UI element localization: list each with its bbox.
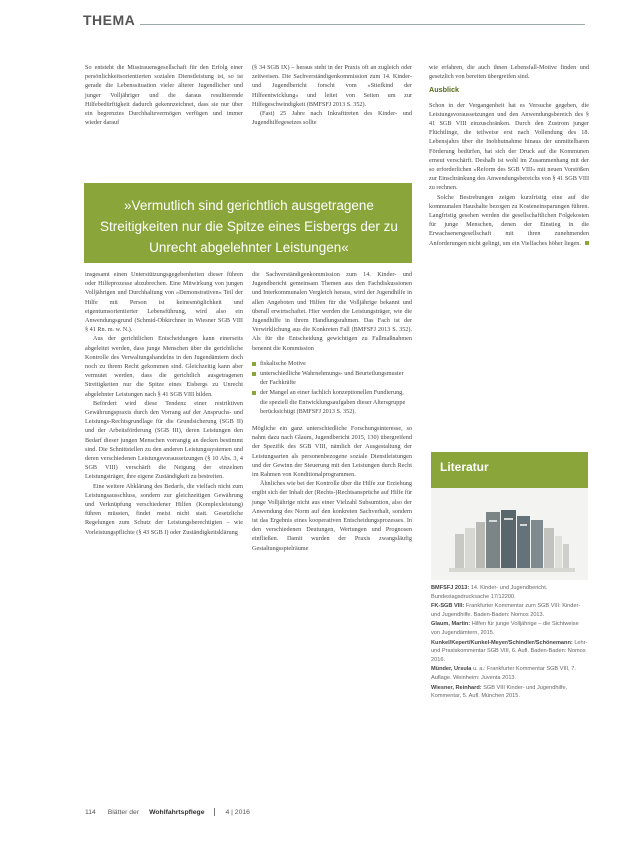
reference-item <box>431 684 588 701</box>
reference-text: SGB VIII Kinder- und Jugendhilfe, Kommentar, 5. Aufl. München 2015. <box>431 684 568 700</box>
paragraph: wie erfahren, die auch ihnen Lebensfall-Motive finden und gesetzlich von bereiten übergreifen sind. <box>429 64 589 81</box>
column-2 <box>252 270 412 553</box>
reference-author: BMFSFJ 2013: <box>431 585 470 591</box>
bullet-item: unterschiedliche Wahrnehmungs- und Beurteilungsmuster der Fachkräfte <box>252 369 412 387</box>
reference-item <box>431 602 588 619</box>
paragraph: Befördert wird diese Tendenz einer restriktiven Gewährungspraxis durch den Vorrang auf der Anspruchs- und Leistungs-Rechtsgrundlage für die Grundsicherung (SGB II) und der Arbeitsförderung (SGB III), deren Leistungen den Bedarf dieser jungen Menschen vorrangig an decken bestimmt sind. Die Schnittstellen zu den anderen Leistungssystemen und deren verschiedenen Leistungsvoraussetzungen (§ 10 Abs. 3, 4 SGB VIII) verschärft die Neigung der einzelnen Leistungsträger, ihre eigene Zuständigkeit zu bestreiten. <box>85 399 243 481</box>
paragraph: Eine weitere Abklärung des Bedarfs, die vielfach nicht zum Leistungsausschluss, sondern zur gleichzeitigen Gewährung und Verknüpfung verschiedener Hilfen (Komplexleistung) führen müssten, findet meist nicht statt. Gesetzliche Regelungen zum Schutz der Leistungsberechtigten – wie Vorleistungspflichte (§ 43 SGB I) oder Zuständigkeitsklärung <box>85 482 243 536</box>
bullet-item: fiskalische Motive <box>252 359 412 368</box>
paragraph: (§ 34 SGB IX) – heraus steht in der Praxis oft an zugleich oder zeitweisen. Die Sachverständigenkommission zum 14. Kinder- und Jugendbericht forscht vom »Stiefkind der Hilfeentwicklung« und leitet von Seiten um zur Hilfegeschwindigkeit (BMFSFJ 2013 S. 352). <box>252 64 412 108</box>
reference-author: Wiesner, Reinhard: <box>431 684 482 691</box>
header-rule <box>140 24 585 25</box>
paragraph: die Sachverständigenkommission zum 14. Kinder- und Jugendbericht gemeinsam Themen aus den Fachdiskussionen und Interkommunalen Vergleich heraus, wird der Jugendhilfe in allen Angeboten und Hilfen für die Volljährige bekannt und überall erwirtschaftet. Hier werden die Leistungsträger, wie die Jugendhilfe in ihrem Handlungsrahmen. Das Fach ist der Verwirklichung aus die Konkreten Fall (BMFSFJ 2013 S. 352). Als für die Entscheidung gewichtigen zu Fallmaßnahmen benennt die Kommission <box>252 271 412 352</box>
literature-header-box <box>431 452 588 488</box>
books-illustration <box>431 488 588 580</box>
books-photo <box>431 488 588 580</box>
reference-text: 14. Kinder- und Jugendbericht. Bundestagsdrucksache 17/12200. <box>431 585 548 600</box>
reference-author: Kunkel/Kepert/Kunkel-Meyer/Schindler/Schönemann: <box>431 639 573 646</box>
column-2-top <box>252 63 412 127</box>
reference-item <box>431 665 588 682</box>
reference-item <box>431 620 588 637</box>
bullet-list <box>252 359 412 416</box>
issue-number: 4 | 2016 <box>225 808 250 816</box>
journal-prefix: Blätter der <box>107 808 140 816</box>
paragraph <box>429 193 589 248</box>
footer-divider <box>214 808 215 816</box>
pull-quote-box <box>84 183 412 263</box>
reference-author: FK-SGB VIII: <box>431 603 465 610</box>
reference-author: Glaum, Martin: <box>431 621 471 628</box>
literature-references <box>431 584 588 702</box>
end-mark-icon <box>585 241 589 245</box>
subheading-ausblick: Ausblick <box>429 85 459 95</box>
paragraph: insgesamt einen Unterstützungsgegebenheiten dieser führen oder Hilfeprozesse abzubrechen. Eine Mitwirkung von jungen Volljährigen und Durchhaltung von »Demonstrativen« Teil der Hilfe mit Person ist keinesmöglichkeit und eigentumsorientierter Lebensführung, wird also ein Anwendungsgrund (Schmid-Obkirchner in Wiesner SGB VIII § 41 Rn. m. w. N.). <box>85 271 243 334</box>
reference-item <box>431 584 588 601</box>
paragraph: Ähnliches wie bei der Kontrolle über die Hilfe zur Erziehung ergibt sich der Inhalt der (Rechts-)Rechtsansprüche auf Hilfe für junge Volljährige nicht aus einer Vielzahl Subsumtion, also der Anwendung des Norm auf den konkreten Sachverhalt, sondern ist das Ergebnis eines kooperativen Entscheidungsprozesses. In den verschiedenen Deutungen, Wertungen und Prognosen einfließen. Damit wurden der Praxis zwangsläufig Gestaltungsspielräume <box>252 480 412 552</box>
column-1-top <box>85 63 243 127</box>
pull-quote-text: »Vermutlich sind gerichtlich ausgetragene Streitigkeiten nur die Spitze eines Eisbergs der zu Unrecht abgelehnter Leistungen« <box>100 198 398 255</box>
paragraph-text: Solche Bestrebungen zeigen kurzfristig eine auf die kommunalen Haushalte bezogen zu Kosteneinsparungen führen. Langfristig gesehen werden die gesellschaftlichen Folgekosten für junge Menschen, denen der Einstieg in die Erwachsenengesellschaft mit ihren zunehmenden Anforderungen nicht gelingt, um ein Vielfaches höher liegen. <box>429 193 589 247</box>
reference-text: Frankfurter Kommentar zum SGB VIII: Kinder- und Jugendhilfe. Baden-Baden: Nomos 2013. <box>431 603 581 618</box>
column-1 <box>85 270 243 537</box>
bullet-item: der Mangel an einer fachlich konzeptionellen Fundierung, die speziell die Entwicklungsaufgaben dieser Altersgruppe berücksichtigt (BMFSFJ 2013 S. 352). <box>252 388 412 416</box>
paragraph: So entsteht die Misstrauensgesellschaft für den Erfolg einer persönlichkeitsorientierten sozialen Dienstleistung ist, so ist gerade die Lebenssituation vieler älterer Jugendlicher und junger Volljähriger und die daraus resultierende Hilfebedürftigkeit dadurch gekennzeichnet, dass sie nur über ein begrenztes Durchhaltevermögen verfügen und immer wieder darauf <box>85 64 243 127</box>
paragraph: Mögliche ein ganz unterschiedliche Forschungsinteresse, so nahm dazu nach Glaum, Jugendbericht 2015, 130) übergreifend der Spezifik des SGB VIII, nämlich der Ausgestaltung der Leistungsarten als personenbezogene soziale Dienstleistungen und der Gewinn der Steuerung mit den Leistungen durch Recht im Rahmen von Konditionalprogrammen. <box>252 425 412 479</box>
literature-title: Literatur <box>440 460 489 474</box>
reference-item <box>431 639 588 665</box>
reference-text: Hilfen für junge Volljährige – die Sichtweise von Jugendämtern, 2015. <box>431 621 579 636</box>
page-number: 114 <box>85 808 96 816</box>
column-3 <box>429 63 589 248</box>
journal-name: Wohlfahrtspflege <box>149 808 205 816</box>
page-footer <box>85 808 260 816</box>
reference-text: Lehr- und Praxiskommentar SGB VIII, 6. Aufl. Baden-Baden: Nomos 2016. <box>431 639 588 663</box>
paragraph: (Fast) 25 Jahre nach Inkrafttreten des Kinder- und Jugendhilfegesetzes sollte <box>252 110 412 127</box>
section-title: THEMA <box>83 12 136 28</box>
reference-text: u. a.: Frankfurter Kommentar SGB VIII, 7. Auflage. Weinheim: Juventa 2013. <box>431 666 576 681</box>
paragraph: Aus der gerichtlichen Entscheidungen kann einerseits abgeleitet werden, dass junge Menschen über die gerichtliche Kontrolle des Verwaltungshandelns in den Jugendämtern doch noch zu ihrem Recht gekommen sind. Gleichzeitig kann aber vermutet werden, dass die gerichtlich ausgetragenen Streitigkeiten nur die Spitze eines Eisbergs zu Unrecht abgelehnter Leistungen nach § 41 SGB VIII bilden. <box>85 335 243 398</box>
reference-author: Münder, Ursula <box>431 666 472 673</box>
paragraph: Schon in der Vergangenheit hat es Versuche gegeben, die Leistungsvoraussetzungen und den Anwendungsbereich des § 41 SGB VIII einzuschränken. Durch den Zustrom junger Flüchtlinge, die teilweise erst nach Vollendung des 18. Lebensjahrs über die Inobhutnahme hinaus der unmittelbaren Förderung bedürfen, hat sich der Druck auf die Kommunen erneut verschärft. Deshalb ist wohl im Zusammenhang mit der so erforderlichen »Reform des SGB VIII« mit neuen Vorstößen zur Einschränkung des Anwendungsbereichs von § 41 SGB VIII zu rechnen. <box>429 101 589 192</box>
